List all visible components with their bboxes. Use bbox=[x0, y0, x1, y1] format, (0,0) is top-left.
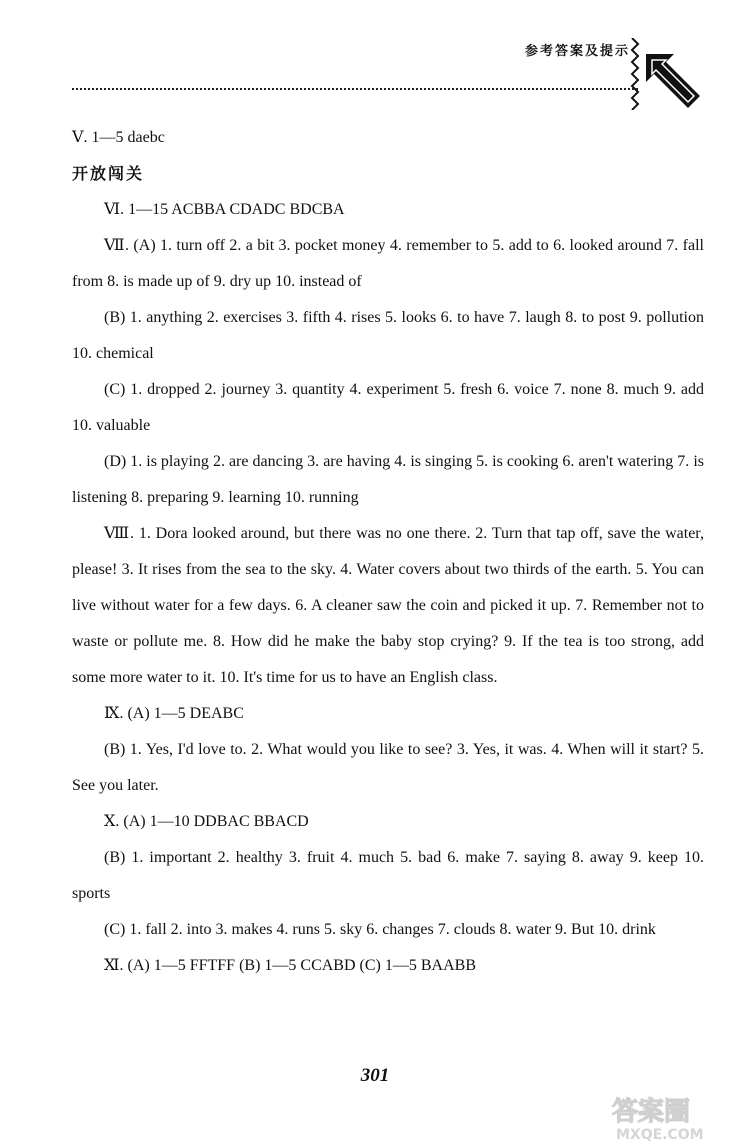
zigzag-border-icon bbox=[628, 38, 642, 110]
answer-section-5: Ⅴ. 1—5 daebc bbox=[72, 129, 165, 146]
page-number: 301 bbox=[360, 1065, 390, 1086]
watermark-logo bbox=[608, 1092, 744, 1142]
answer-content bbox=[72, 120, 704, 984]
watermark-url: MXQE.COM bbox=[616, 1127, 704, 1142]
header-title: 参考答案及提示 bbox=[524, 44, 630, 59]
answer-section-9b: (B) 1. Yes, I'd love to. 2. What would you like to see? 3. Yes, it was. 4. When will it start? 5. See you later. bbox=[72, 741, 704, 794]
answer-section-7d: (D) 1. is playing 2. are dancing 3. are having 4. is singing 5. is cooking 6. aren't watering 7. is listening 8. preparing 9. learning 10. running bbox=[72, 453, 704, 506]
header-dotted-rule bbox=[72, 88, 638, 90]
answer-section-7a: Ⅶ. (A) 1. turn off 2. a bit 3. pocket money 4. remember to 5. add to 6. looked around 7. fall from 8. is made up of 9. dry up 10. instead of bbox=[72, 237, 704, 290]
watermark-text: 答案圈 bbox=[612, 1097, 691, 1127]
answer-section-7c: (C) 1. dropped 2. journey 3. quantity 4. experiment 5. fresh 6. voice 7. none 8. much 9. add 10. valuable bbox=[72, 381, 704, 434]
answer-section-6: Ⅵ. 1—15 ACBBA CDADC BDCBA bbox=[104, 201, 345, 218]
answer-section-10b: (B) 1. important 2. healthy 3. fruit 4. much 5. bad 6. make 7. saying 8. away 9. keep 10. sports bbox=[72, 849, 704, 902]
answer-section-7b: (B) 1. anything 2. exercises 3. fifth 4. rises 5. looks 6. to have 7. laugh 8. to post 9. pollution 10. chemical bbox=[72, 309, 704, 362]
arrow-up-left-icon bbox=[644, 52, 702, 110]
answer-section-10c: (C) 1. fall 2. into 3. makes 4. runs 5. sky 6. changes 7. clouds 8. water 9. But 10. drink bbox=[104, 921, 656, 938]
answer-section-9a: Ⅸ. (A) 1—5 DEABC bbox=[104, 705, 244, 722]
section-heading-open-challenge: 开放闯关 bbox=[72, 164, 145, 183]
answer-section-10a: Ⅹ. (A) 1—10 DDBAC BBACD bbox=[104, 813, 309, 830]
answer-section-8: Ⅷ. 1. Dora looked around, but there was no one there. 2. Turn that tap off, save the water, please! 3. It rises from the sea to the sky. 4. Water covers about two thirds of the earth. 5. You can live without water for a few days. 6. A cleaner saw the coin and picked it up. 7. Remember not to waste or pollute me. 8. How did he make the baby stop crying? 9. If the tea is too strong, add some more water to it. 10. It's time for us to have an English class. bbox=[72, 525, 704, 686]
answer-section-11: Ⅺ. (A) 1—5 FFTFF (B) 1—5 CCABD (C) 1—5 BAABB bbox=[104, 957, 476, 974]
